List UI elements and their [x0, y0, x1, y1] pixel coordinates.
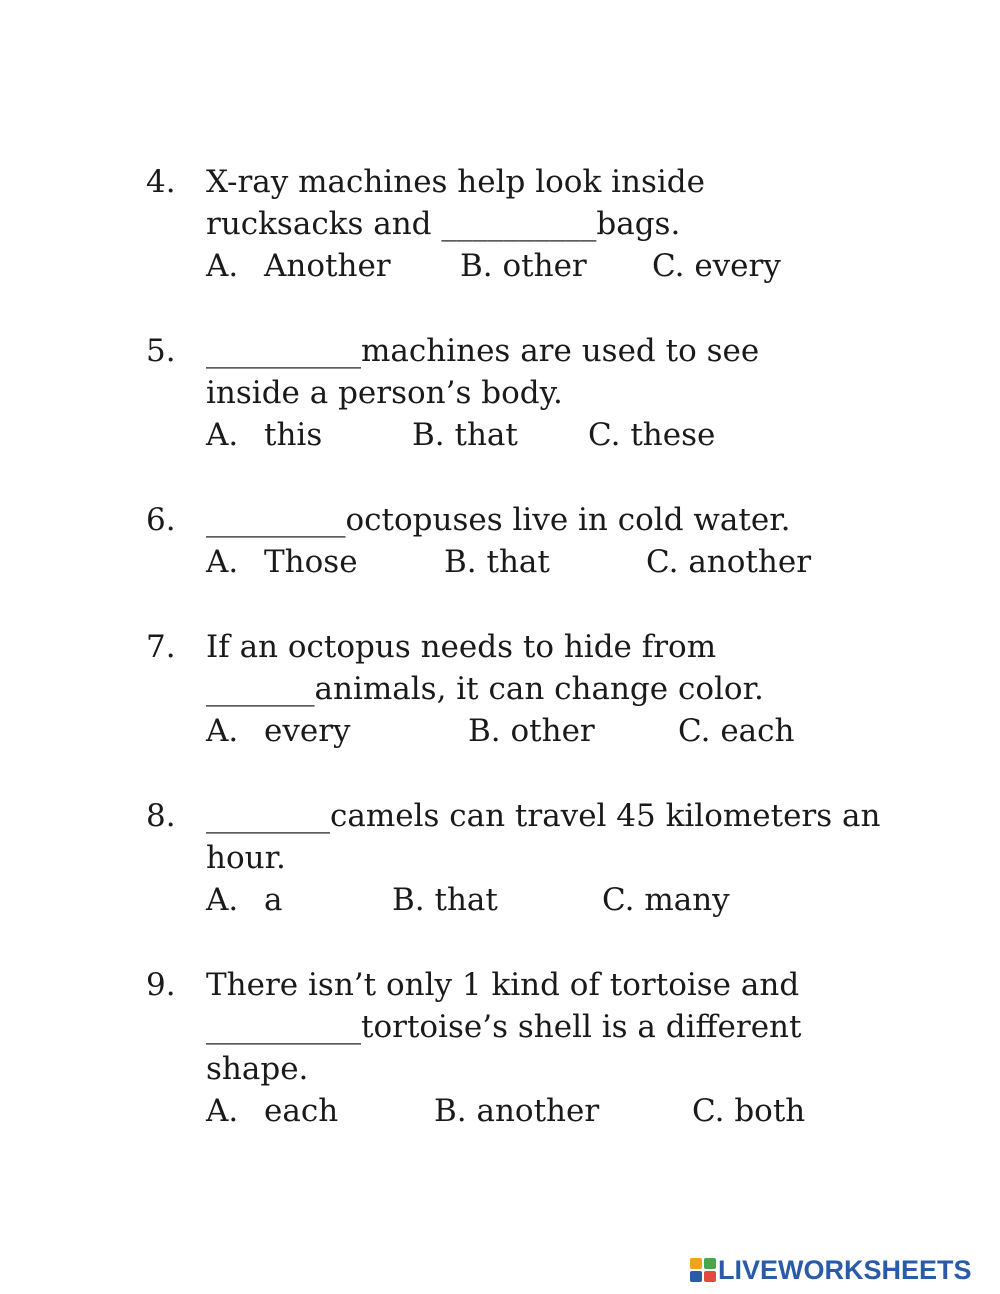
option-b[interactable]: B. that	[412, 417, 518, 453]
question-stem: There isn’t only 1 kind of tortoise and __________tortoise’s shell is a different shape.	[206, 967, 802, 1087]
option-a-letter: A.	[206, 713, 239, 749]
option-c[interactable]: C. many	[602, 882, 730, 918]
option-a-text: every	[264, 713, 351, 749]
question-stem: __________machines are used to see inside a person’s body.	[206, 333, 760, 411]
option-b[interactable]: B. that	[392, 882, 498, 918]
question-number: 4.	[146, 164, 176, 200]
logo-tile	[690, 1271, 702, 1282]
option-a[interactable]	[206, 245, 391, 287]
option-c[interactable]: C. both	[692, 1093, 806, 1129]
question-number: 6.	[146, 502, 176, 538]
logo-tile	[690, 1258, 702, 1269]
option-a-letter: A.	[206, 544, 239, 580]
option-a[interactable]	[206, 710, 351, 752]
option-a-text: this	[264, 417, 323, 453]
option-a[interactable]	[206, 879, 282, 921]
option-a-text: Those	[264, 544, 358, 580]
option-c[interactable]: C. another	[646, 544, 812, 580]
option-b[interactable]: B. other	[468, 713, 595, 749]
answer-options	[206, 1090, 906, 1132]
question-stem: ________camels can travel 45 kilometers an hour.	[206, 798, 881, 876]
answer-options	[206, 879, 906, 921]
option-a-text: Another	[264, 248, 391, 284]
answer-options	[206, 245, 906, 287]
liveworksheets-logo	[690, 1254, 972, 1286]
logo-tile	[704, 1258, 716, 1269]
logo-tile	[704, 1271, 716, 1282]
option-a-letter: A.	[206, 248, 239, 284]
answer-options	[206, 414, 906, 456]
option-a-letter: A.	[206, 417, 239, 453]
option-a-text: each	[264, 1093, 339, 1129]
question-stem: If an octopus needs to hide from _______animals, it can change color.	[206, 629, 764, 707]
question-stem: _________octopuses live in cold water.	[206, 502, 791, 538]
option-c[interactable]: C. each	[678, 713, 795, 749]
answer-options	[206, 541, 906, 583]
logo-text: LIVEWORKSHEETS	[718, 1254, 972, 1285]
liveworksheets-grid-icon	[690, 1258, 716, 1282]
option-b[interactable]: B. that	[444, 544, 550, 580]
option-b[interactable]: B. another	[434, 1093, 600, 1129]
option-a[interactable]	[206, 541, 358, 583]
question-number: 8.	[146, 798, 176, 834]
option-a-text: a	[264, 882, 283, 918]
option-c[interactable]: C. these	[588, 417, 716, 453]
question-number: 9.	[146, 967, 176, 1003]
option-a[interactable]	[206, 1090, 338, 1132]
question-number: 7.	[146, 629, 176, 665]
answer-options	[206, 710, 906, 752]
option-c[interactable]: C. every	[652, 248, 781, 284]
option-a-letter: A.	[206, 882, 239, 918]
question-stem: X-ray machines help look inside rucksacks and __________bags.	[206, 164, 705, 242]
option-a-letter: A.	[206, 1093, 239, 1129]
question-number: 5.	[146, 333, 176, 369]
option-b[interactable]: B. other	[460, 248, 587, 284]
option-a[interactable]	[206, 414, 322, 456]
